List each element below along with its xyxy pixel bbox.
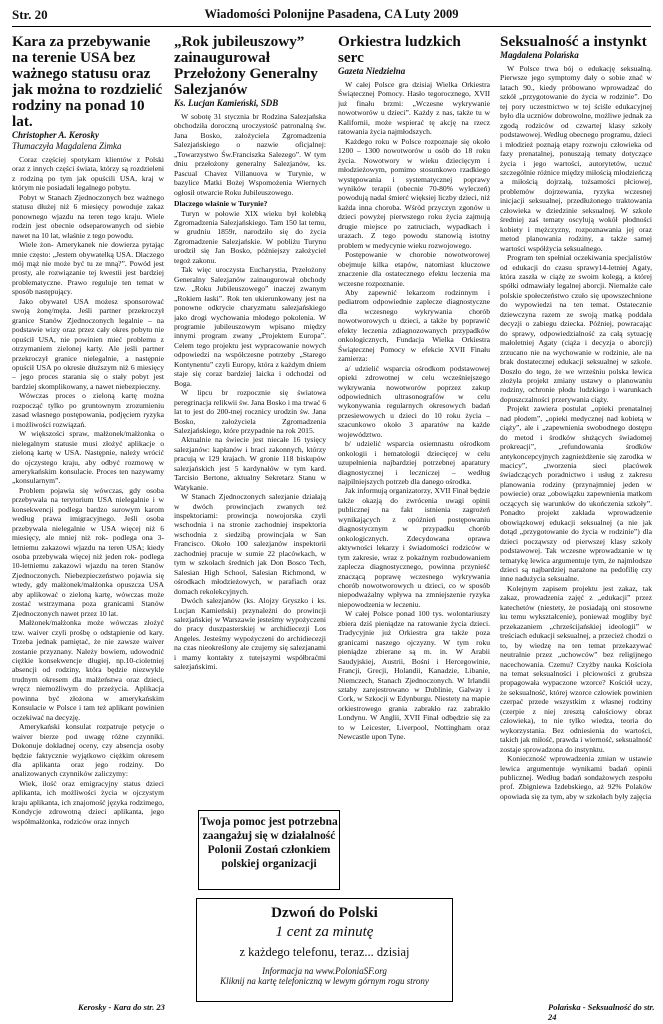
article-salesians — [174, 34, 326, 800]
ad-tagline: z każdego telefonu, teraz... dzisiaj — [239, 945, 410, 959]
paragraph: Wówczas proces o zieloną kartę można rozpocząć tylko po gruntownym zrozumieniu zasad własnego postępowania, podjęciem ryzyka i możliwości rozwiązań. — [12, 391, 164, 429]
continuation-note: Kerosky - Kara do str. 23 — [78, 1002, 165, 1012]
paragraph: Aktualnie na świecie jest niecałe 16 tysięcy salezjanów: kapłanów i braci zakonnych, którzy pracują w 129 krajach. W gronie 118 biskupów salezjańskich jest 5 kardynałów w tym kard. Tarcisio Bertone, aktualny Sekretarz Stanu w Watykanie. — [174, 435, 326, 492]
ad-headline: Dzwoń do Polski — [271, 905, 378, 921]
paragraph: W Polsce trwa bój o edukację seksualną. Pierwsze jego symptomy dały o sobie znać w latach 90., kiedy próbowano wprowadzać do szkół „przygotowanie do życia w rodzinie”. Do tej pory uczestnictwo w tej ściśle edukacyjnej było dla uczniów dobrowolne, możliwe jednak za zgodą rodziców od czwartej klasy szkoły podstawowej. Według obecnego programu, dzieci i młodzież poznają etapy rozwoju człowieka od fazy prenatalnej, ponuszają tematy dotyczące życia i jego wartości, autorytetów, uczuć szczególnie różnice między miłością młodzieńczą a miłością dojrzałą, tożsamości płciowej, problemów dojrzewania, ryzyka wczesnej inicjacji seksualnej, przedłużonego traktowania człowieka w dziedzinie seksualnej. W szkole średniej zaś tematy oscylują wokół płodności kobiety i mężczyzny, rozpoznawania jej oraz metod planowania rodziny, a także samej wartości współżycia seksualnego. — [500, 64, 652, 253]
paragraph: W większości spraw, małżonek/małżonka o nielegalnym statusie musi złożyć aplikacje o zieloną kartę w USA. Następnie, należy wrócić do ojczystego kraju, aby odbyć rozmowę w amerykańskim konsulacie. Proces ten nazywamy „konsularnym”. — [12, 429, 164, 486]
paragraph: b/ udzielić wsparcia osiemnastu ośrodkom onkologii i hematologii dziecięcej w celu uzupełnienia najbardziej potrzebnej aparatury diagnostycznej i leczniczej – według najpilniejszych potrzeb dla danego ośrodka. — [338, 439, 490, 487]
article-byline: Gazeta Niedzielna — [338, 66, 406, 76]
article-byline: Magdalena Polańska — [500, 50, 579, 60]
article-title: „Rok jubileuszowy” zainaugurował Przełożony Generalny Salezjanów — [174, 34, 318, 98]
paragraph: W całej Polsce ponad 100 tys. wolontariuszy zbiera dziś pieniądze na ratowanie życia dzieci. Tradycyjnie już Orkiestra gra także poza granicami naszego ojczyzny. W tym roku pieniądze zbierane są m. in. W Arabii Saudyjskiej, Austrii, Bośni i Hercegowinie, Francji, Grecji, Holandii, Kanadzie, Libanie, Niemczech, Stanach Zjednoczonych. W Irlandii sztaby zarejestrowano w Dublinie, Galway i Cork, w Szkocji w Edynburgu. Niestety na mapie orkiestrowego grania zabrakło raz zabrakło Londynu. W Anglii, XVII Finał odbędzie się za to w Leicester, Liverpool, Nottingham oraz Newcastle upon Tyne. — [338, 609, 490, 742]
paragraph: W całej Polsce gra dzisiaj Wielka Orkiestra Świątecznej Pomocy. Hasło tegorocznego, XVII już finału brzmi: „Wczesne wykrywanie nowotworów u dzieci”. Każdy z nas, także tu w Kalifornii, może wspierać tę akcję na rzecz ratowania życia najmłodszych. — [338, 80, 490, 137]
paragraph: Jak informują organizatorzy, XVII Finał będzie także okazją do zwrócenia uwagi opinii publicznej na fakt istnienia zagrożeń wynikających z opóźnień postępowaniu diagnostycznym w przypadku chorób onkologicznych. Zdecydowana oprawa aktywności lekarzy i świadomości rodziców w tym zakresie, wraz z pokaźnym rozbudowaniem zaplecza diagnostycznego, powinna przynieść znaczącą poprawę wczesnego wykrywania chorób nowotworowych u dzieci, co w sposób niepodważalny wpływa na zmniejszenie ryzyka niepowodzenia w leczeniu. — [338, 486, 490, 609]
promo-box — [198, 810, 340, 890]
paragraph: Konieczność wprowadzenia zmian w ustawie lewica argumentuje wynikami badań opinii publicznej. Według badań sondażowych zespołu prof. Zbigniewa Izdebskiego, aż 92% Polaków opowiada się za tym, aby w szkołach były zajęcia — [500, 754, 652, 801]
paragraph: Wiele żon- Amerykanek nie dowierza pytając mnie często: „Jestem obywatelką USA. Dlaczego mój mąż nie może być tu ze mną?”. Powód jest prosty, ale rozwiązanie tej kwestii jest bardziej problematyczne. Prawo reguluje ten temat w sposób następujący. — [12, 240, 164, 297]
paragraph: W Stanach Zjednoczonych salezjanie działają w dwóch prowincjach zwanych też inspektoriami: prowincja nowojorska czyli wschodnia i na stronie zachodniej inspektoria wschodnia z siedzibą prowincjała w San Francisco. Około 100 salezjanów inspektorii zachodniej pracuje w sumie 22 placówkach, w tym w szkołach średnich jak Don Bosco Tech, Salesian High School, Salesian Richmond, w ośrodkach młodzieżowych, w parafiach oraz domach rekolekcyjnych. — [174, 492, 326, 596]
paragraph: Jako obywatel USA możesz sponsorować swoją żonę/męża. Jeśli partner przekroczył granice Stanów Zjednoczonych legalnie – na podstawie wizy oraz przez cały okres pobytu nie opuścił USA, nie powinien mieć problemu z otrzymaniem zielonej karty. Ale jeśli partner przekroczył granice nielegalnie, a następnie opuścił USA po okresie dłuższym niż 6 miesięcy – jego proces starania się o stały pobyt jest bardziej skomplikowany, a nawet niebezpieczny. — [12, 296, 164, 391]
paragraph: Program ten spełniał oczekiwania specjalistów od edukacji do czasu sprawy14-letniej Agaty, która zaszła w ciążę ze swoim kolegą, a której spółki odmawiały legalnej aborcji. Niemalże całe polskie społeczeństwo czuło się upowszechnione do wypowiedzi na ten temat. Ostatecznie dziewczyna razem ze swoją matką poddała decyzji o zabiegu dziecka. Później, powracając do sprawy, odpowiedzialność za całą sytuację małoletniej Agaty (ciąża i decyzja o aborcji) zrzucano nie na wychowanie w rodzinie, ale na brak dostatecznej edukacji seksualnej w szkole. Doszło do tego, że we wrześniu polska lewica złożyła projekt zmiany ustawy o planowaniu rodziny, ochronie płodu ludzkiego i warunkach dopuszczalności przerywania ciąży. — [500, 253, 652, 404]
article-translator: Tłumaczyła Magdalena Zimka — [12, 141, 122, 151]
paragraph: Amerykański konsulat rozpatruje petycje o waiver bierze pod uwagę różne czynniki. Dokonuje dokładnej oceny, czy absencja osoby będzie faktycznie wyjątkowo ciężkim okresem dla aplikanta oraz jego rodziny. Do analizowanych czynników zaliczymy: — [12, 722, 164, 779]
paragraph: Pobyt w Stanach Zjednoczonych bez ważnego statusu dłużej niż 6 miesięcy powoduje zakaz ponownego wjazdu na teren tego kraju. Wiele rodzin jest obecnie odseparowanych od siebie nawet na 10 lat, właśnie z tego powodu. — [12, 192, 164, 240]
paragraph: Projekt zawiera postulat „opieki prenatalnej nad płodem”, „opieki medycznej nad kobietą w ciąży”, ale i „zapewnienia swobodnego dostępu do metod i środków służących świadomej prokreacji”, „refundowania środków antykoncepcyjnych zagnieżdżenie się zarodka w macicy”, „tworzenia sieci placówek świadczących poradnictwo i usług z zakresu planowania rodziny (przynajmniej jeden w powiecie) oraz „obowiązku zapewnienia matkom oczących się warunków do ukończenia szkoły”. Ponadto projekt zakłada wprowadzenie obowiązkowej edukacji seksualnej (a nie jak dotąd „przygotowanie do życia w rodzinie”) dla dzieci począwszy od pierwszej klasy szkoły podstawowej. Tak wczesne wprowadzanie w tę tematykę lewica argumentuje tym, że najmłodsze dzieci są najbardziej narażone na pedofilię czy inne nadużycia seksualne. — [500, 404, 652, 584]
continuation-note: Polańska - Seksualność do str. 24 — [548, 1002, 655, 1022]
ad-rate: 1 cent za minutę — [275, 924, 374, 940]
paragraph: Postępowanie w chorobie nowotworowej obejmuje kilka etapów, natomiast kluczowe znaczenie dla ostatecznego efektu leczenia ma wczesne rozpoznanie. — [338, 250, 490, 288]
paragraph: Aby zapewnić lekarzom rodzinnym i pediatrom odpowiednie zaplecze diagnostyczne dla wczesnego wykrywania chorób nowotworowych u dzieci, a także by poprawić efekty leczenia zdiagnozowanych przypadków onkologicznych, Fundacja Wielka Orkiestra Świątecznej Pomocy w efekcie XVII Finału zamierza: — [338, 287, 490, 364]
promo-text: Twoja pomoc jest potrzebna zaangażuj się w działalność Polonii Zostań członkiem polskiej organizacji — [200, 816, 338, 870]
ad-info: Informacja na www.PoloniaSF.org — [262, 966, 387, 976]
article-kerosky — [12, 34, 164, 1018]
ad-instruction: Kliknij na kartę telefoniczną w lewym górnym rogu strony — [220, 976, 429, 986]
paragraph: Tak więc uroczysta Eucharystia, Przełożony Generalny Salezjanów zainaugurował obchody tzw. „Roku Jubileuszowego” inaczej zwanym „Rokiem łaski”. Rok ten ukierunkowany jest na ponowne odkrycie charyzmatu salezjańskiego jako drogi wychowania młodego pokolenia. W programie jubileuszowym wpisano między innymi program zwany „Projektem Europa”. Celem tego projektu jest wypracowanie nowych odpowiedzi na współczesne potrzeby „Starego Kontynentu” czyli Europy, która z każdym dniem staje się coraz bardziej laicka i odchodzi od Boga. — [174, 265, 326, 388]
paragraph: Każdego roku w Polsce rozpoznaje się około 1200 – 1300 nowotworów u osób do 18 roku życia. Nowotwory w wieku dziecięcym i młodzieżowym, pomimo stosunkowo rzadkiego występowania i systematycznej poprawy wyników terapii (obecnie 70-80% wyleczeń) powodują nadal śmierć więksiej liczby dzieci, niż każda inna choroba. Wśród przyczyn zgonów u dzieci powyżej pierwszego roku życia zajmują drugie miejsce po zatruciach, wypadkach i urazach. Z tego powodu stanowią istotny problem w medycynie wieku rozwojowego. — [338, 136, 490, 250]
page-header — [12, 6, 651, 27]
article-title: Kara za przebywanie na terenie USA bez ważnego statusu oraz jak można to rozdzielić rodziny na ponad 10 lat. — [12, 34, 163, 130]
paragraph: Małżonek/małżonka może wówczas złożyć tzw. waiver czyli prośbę o odstąpienie od kary. Trzeba jednak pamiętać, że nie zawsze waiver zostanie przyznany. Należy bowiem, udowodnić ciężkie konsekwencje długiej, np.10-cioletniej absencji od rodziny, która będzie niezwykle trudnym okresem dla małżeństwa oraz dzieci, wręcz niemożliwym do przeżycia. Aplikacja powinna być złożona w amerykańskim Konsulacie w Polsce i tam też aplikant powinien oczekiwać na decyzję. — [12, 618, 164, 722]
article-sexuality — [500, 34, 652, 1018]
paragraph: Dwóch salezjanów (ks. Alojzy Gryszko i ks. Lucjan Kamieński) przynależni do prowincji salezjańskiej w Warszawie jesteśmy wypożyczeni do pracy duszpasterskiej w archidiecezji Los Angeles. Jesteśmy wypożyczeni do archidiecezji na czas nieokreślony ale czujemy się salezjanami i mamy kontakty z tutejszymi współbraćmi salezjańskimi. — [174, 596, 326, 672]
paragraph: W sobotę 31 stycznia br Rodzina Salezjańska obchodziła doroczną uroczystość patronalną św. Jana Bosko, założyciela Zgromadzenia Salezjańskiego o nazwie oficjalnej: „Towarzystwo Św.Franciszka Salezego”. W tym dniu przełożony generalny Salezjanów, ks. Pascual Chavez Villanuova w Turynie, w bazylice Matki Bożej Wspomożenia Wiernych ogłosił otwarcie Roku Jubileuszowego. — [174, 112, 326, 197]
paragraph: a/ udzielić wsparcia ośrodkom podstawowej opieki zdrowotnej w celu wcześniejszego wykrywania nowotworów poprzez zakup odpowiednich ultrasonografów w celu wykonywania regularnych okresowych badań przesiewowych u dzieci do 10 roku życia – szacunkowo około 3 aparatów na każde województwo. — [338, 363, 490, 439]
paragraph: Kolejnym zapisem projektu jest zakaz, tak zakaz, prowadzenia zajęć z „edukacji” przez katechetów (niestety, że posiadają oni stosowne ku temu wykształcenie), ponieważ mogliby być przekazaniem „chrześcijańskiej ideologii” w treściach edukacji seksualnej, a przecież chodzi o to, by wiedzę na ten temat przekazywać neutralnie przez „uchowców” bez religijnego nacechowania. Czemu? Czyżby nauka Kościoła na temat seksualności i płciowości z grubsza propagowała wypaczone wzorce? Kościół uczy, że seksualność, której wzorce człowiek powinien czerpać przede wszystkim z własnej rodziny (czerpie z niej zresztą całościowy obraz człowieka), to nie tylko wiedza, teoria do wykorzystania. Bez odniesienia do wartości, takich jak miłość, prawda i wierność, seksualność zostaje sprowadzona do instynktu. — [500, 583, 652, 754]
paragraph: W lipcu br rozpocznie się światowa peregrinacja relikwii św. Jana Bosko i ma trwać 6 lat to jest do 200-tnej rocznicy urodzin św. Jana Bosko, założyciela Zgromadzenia Salezjańskiego, które przypadnie na rok 2015. — [174, 388, 326, 435]
page-number: Str. 20 — [12, 7, 48, 22]
phone-card-ad — [196, 898, 453, 1002]
article-byline: Christopher A. Kerosky — [12, 130, 99, 140]
article-title: Seksualność a instynkt — [500, 34, 647, 50]
paragraph: Coraz częściej spotykam klientów z Polski oraz z innych części świata, którzy są rozdzieleni z rodziną po tym jak opuścili USA, kraj w którym nie posiadali legalnego pobytu. — [12, 155, 164, 193]
subheading: Dlaczego właśnie w Turynie? — [174, 199, 268, 209]
article-title: Orkiestra ludzkich serc — [338, 34, 461, 66]
paragraph: Turyn w połowie XIX wieku był kolebką Zgromadzenia Salezjańskiego. Tam 150 lat temu, w grudniu 1859r, narodziło się do życia Zgromadzenie Salezjańskie. W pobliżu Turynu urodził się Jan Bosko, późniejszy założyciel tegoż zakonu. — [174, 208, 326, 265]
publication-title: Wiadomości Polonijne Pasadena, CA Luty 2009 — [204, 7, 459, 21]
paragraph: Problem pojawia się wówczas, gdy osoba przebywała na terytorium USA nielegalnie i w konsekwencji podlega bardzo surowym karom według prawa imigracyjnego. Jeśli osoba przebywała nielegalnie w USA więcej niż 6 miesięcy, ale mniej niż rok- podlega ona 3-letniemu zakazowi wjazdu na teren USA; kiedy osoba przebywała więcej niż jeden rok- podlega 10-letniemu zakazowi wjazdu na teren Stanów Zjednoczonych. Niebezpieczeństwo pojawia się wtedy, gdy małżonek/małżonka opuszcza USA aby aplikować o zieloną kartę, wówczas może zostać wstrzymana poza granicami Stanów Zjednoczonych nawet przez 10 lat. — [12, 485, 164, 618]
article-byline: Ks. Lucjan Kamieński, SDB — [174, 98, 279, 108]
article-orchestra — [338, 34, 490, 824]
paragraph: Wiek, ilość oraz emigracyjny status dzieci aplikanta, ich możliwości życia w ojczystym kraju aplikanta, ich znajomość języka rodzimego, Kondycje zdrowotną dzieci aplikanta, jego współmałżonka, rodziców oraz innych — [12, 778, 164, 826]
